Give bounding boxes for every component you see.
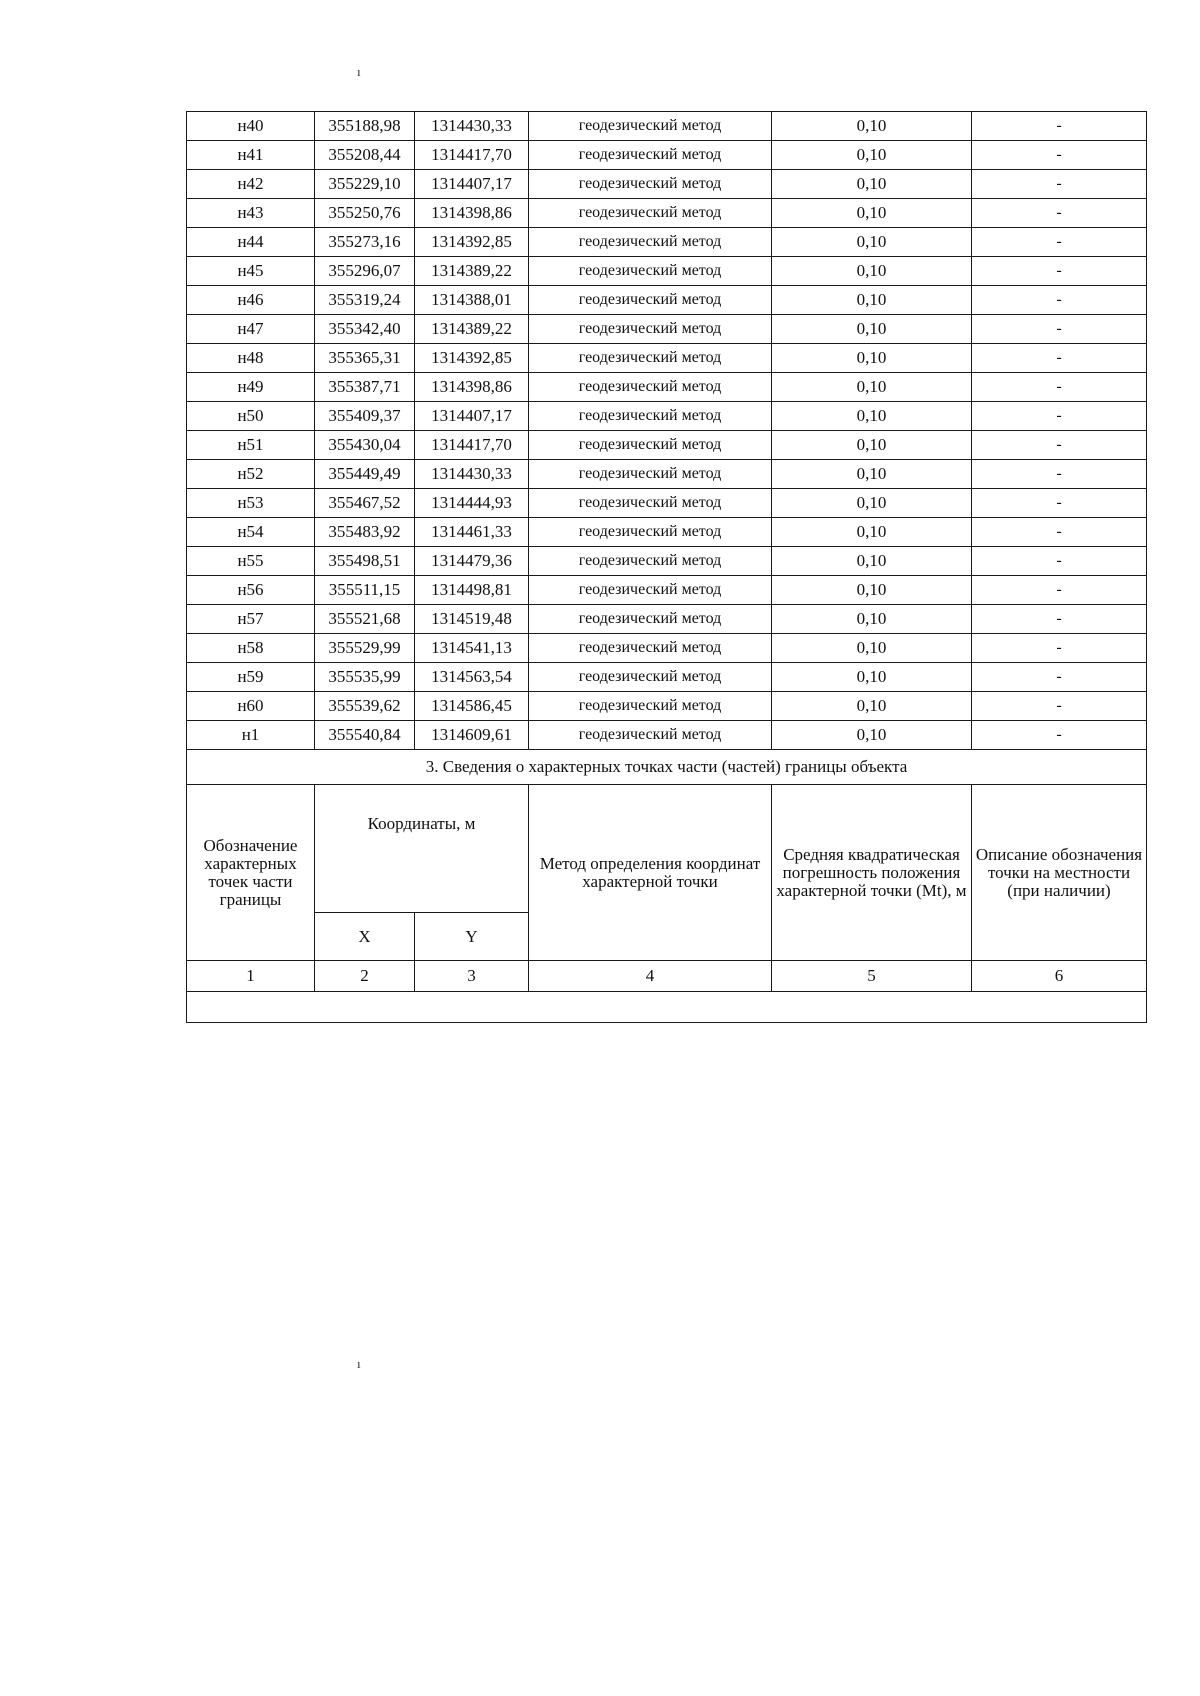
point-cell: н59	[187, 663, 315, 692]
table-row	[187, 257, 1147, 286]
table-row	[187, 112, 1147, 141]
description-cell: -	[972, 315, 1147, 344]
method-cell: геодезический метод	[529, 373, 772, 402]
y-cell: 1314407,17	[415, 402, 529, 431]
point-cell: н60	[187, 692, 315, 721]
point-cell: н1	[187, 721, 315, 750]
y-cell: 1314389,22	[415, 257, 529, 286]
y-cell: 1314388,01	[415, 286, 529, 315]
method-cell: геодезический метод	[529, 402, 772, 431]
point-cell: н48	[187, 344, 315, 373]
y-cell: 1314519,48	[415, 605, 529, 634]
description-cell: -	[972, 199, 1147, 228]
table-row	[187, 721, 1147, 750]
point-cell: н45	[187, 257, 315, 286]
section-3	[187, 750, 1147, 1023]
description-cell: -	[972, 431, 1147, 460]
x-cell: 355250,76	[315, 199, 415, 228]
error-cell: 0,10	[772, 576, 972, 605]
point-cell: н58	[187, 634, 315, 663]
y-cell: 1314392,85	[415, 228, 529, 257]
x-cell: 355188,98	[315, 112, 415, 141]
method-cell: геодезический метод	[529, 344, 772, 373]
description-cell: -	[972, 576, 1147, 605]
description-cell: -	[972, 257, 1147, 286]
x-cell: 355483,92	[315, 518, 415, 547]
x-cell: 355387,71	[315, 373, 415, 402]
point-cell: н57	[187, 605, 315, 634]
description-cell: -	[972, 721, 1147, 750]
section-title: 3. Сведения о характерных точках части (частей) границы объекта	[187, 750, 1147, 785]
point-cell: н44	[187, 228, 315, 257]
table-row	[187, 547, 1147, 576]
method-cell: геодезический метод	[529, 315, 772, 344]
point-cell: н56	[187, 576, 315, 605]
method-cell: геодезический метод	[529, 547, 772, 576]
table-row	[187, 518, 1147, 547]
table-row	[187, 315, 1147, 344]
x-cell: 355365,31	[315, 344, 415, 373]
y-cell: 1314407,17	[415, 170, 529, 199]
column-number: 2	[315, 961, 415, 992]
point-cell: н47	[187, 315, 315, 344]
method-cell: геодезический метод	[529, 141, 772, 170]
header-method: Метод определения координат характерной точки	[529, 785, 772, 961]
description-cell: -	[972, 518, 1147, 547]
x-cell: 355273,16	[315, 228, 415, 257]
method-cell: геодезический метод	[529, 721, 772, 750]
method-cell: геодезический метод	[529, 692, 772, 721]
x-cell: 355521,68	[315, 605, 415, 634]
header-coordinates: Координаты, м	[315, 785, 529, 913]
y-cell: 1314444,93	[415, 489, 529, 518]
column-number: 4	[529, 961, 772, 992]
x-cell: 355498,51	[315, 547, 415, 576]
y-cell: 1314430,33	[415, 112, 529, 141]
error-cell: 0,10	[772, 489, 972, 518]
method-cell: геодезический метод	[529, 257, 772, 286]
error-cell: 0,10	[772, 315, 972, 344]
x-cell: 355529,99	[315, 634, 415, 663]
column-numbers-row	[187, 961, 1147, 992]
table-row	[187, 141, 1147, 170]
error-cell: 0,10	[772, 605, 972, 634]
description-cell: -	[972, 692, 1147, 721]
y-cell: 1314586,45	[415, 692, 529, 721]
error-cell: 0,10	[772, 518, 972, 547]
error-cell: 0,10	[772, 721, 972, 750]
method-cell: геодезический метод	[529, 518, 772, 547]
y-cell: 1314461,33	[415, 518, 529, 547]
column-number: 1	[187, 961, 315, 992]
method-cell: геодезический метод	[529, 605, 772, 634]
x-cell: 355467,52	[315, 489, 415, 518]
y-cell: 1314563,54	[415, 663, 529, 692]
error-cell: 0,10	[772, 112, 972, 141]
description-cell: -	[972, 170, 1147, 199]
method-cell: геодезический метод	[529, 170, 772, 199]
y-cell: 1314389,22	[415, 315, 529, 344]
column-number: 5	[772, 961, 972, 992]
table-row	[187, 228, 1147, 257]
description-cell: -	[972, 460, 1147, 489]
table-row	[187, 605, 1147, 634]
method-cell: геодезический метод	[529, 431, 772, 460]
error-cell: 0,10	[772, 431, 972, 460]
point-cell: н49	[187, 373, 315, 402]
x-cell: 355535,99	[315, 663, 415, 692]
coordinates-table	[186, 111, 1147, 1023]
header-x: X	[315, 913, 415, 961]
x-cell: 355229,10	[315, 170, 415, 199]
point-cell: н43	[187, 199, 315, 228]
table-row	[187, 199, 1147, 228]
error-cell: 0,10	[772, 547, 972, 576]
method-cell: геодезический метод	[529, 576, 772, 605]
point-cell: н41	[187, 141, 315, 170]
point-cell: н50	[187, 402, 315, 431]
description-cell: -	[972, 141, 1147, 170]
y-cell: 1314398,86	[415, 199, 529, 228]
x-cell: 355430,04	[315, 431, 415, 460]
table-row	[187, 576, 1147, 605]
empty-cell	[187, 992, 1147, 1023]
x-cell: 355208,44	[315, 141, 415, 170]
point-cell: н54	[187, 518, 315, 547]
description-cell: -	[972, 286, 1147, 315]
table-row	[187, 489, 1147, 518]
x-cell: 355511,15	[315, 576, 415, 605]
table-row	[187, 692, 1147, 721]
table-row	[187, 402, 1147, 431]
x-cell: 355540,84	[315, 721, 415, 750]
y-cell: 1314392,85	[415, 344, 529, 373]
method-cell: геодезический метод	[529, 112, 772, 141]
point-cell: н40	[187, 112, 315, 141]
error-cell: 0,10	[772, 373, 972, 402]
table-row	[187, 431, 1147, 460]
table-row	[187, 373, 1147, 402]
column-number: 3	[415, 961, 529, 992]
x-cell: 355409,37	[315, 402, 415, 431]
header-designation: Обозначение характерных точек части границы	[187, 785, 315, 961]
method-cell: геодезический метод	[529, 663, 772, 692]
point-cell: н52	[187, 460, 315, 489]
description-cell: -	[972, 402, 1147, 431]
point-cell: н46	[187, 286, 315, 315]
header-description: Описание обозначения точки на местности (при наличии)	[972, 785, 1147, 961]
description-cell: -	[972, 634, 1147, 663]
error-cell: 0,10	[772, 663, 972, 692]
scan-speck: ı	[357, 1356, 361, 1371]
description-cell: -	[972, 489, 1147, 518]
error-cell: 0,10	[772, 141, 972, 170]
error-cell: 0,10	[772, 228, 972, 257]
error-cell: 0,10	[772, 286, 972, 315]
error-cell: 0,10	[772, 199, 972, 228]
header-error: Средняя квадратическая погрешность положения характерной точки (Mt), м	[772, 785, 972, 961]
error-cell: 0,10	[772, 170, 972, 199]
header-y: Y	[415, 913, 529, 961]
error-cell: 0,10	[772, 402, 972, 431]
description-cell: -	[972, 663, 1147, 692]
point-cell: н55	[187, 547, 315, 576]
method-cell: геодезический метод	[529, 228, 772, 257]
y-cell: 1314430,33	[415, 460, 529, 489]
y-cell: 1314498,81	[415, 576, 529, 605]
empty-row	[187, 992, 1147, 1023]
table-row	[187, 170, 1147, 199]
description-cell: -	[972, 344, 1147, 373]
scan-speck: ı	[357, 64, 361, 79]
x-cell: 355539,62	[315, 692, 415, 721]
x-cell: 355319,24	[315, 286, 415, 315]
method-cell: геодезический метод	[529, 199, 772, 228]
x-cell: 355449,49	[315, 460, 415, 489]
description-cell: -	[972, 112, 1147, 141]
data-rows	[187, 112, 1147, 750]
y-cell: 1314417,70	[415, 141, 529, 170]
x-cell: 355296,07	[315, 257, 415, 286]
x-cell: 355342,40	[315, 315, 415, 344]
description-cell: -	[972, 605, 1147, 634]
error-cell: 0,10	[772, 692, 972, 721]
y-cell: 1314609,61	[415, 721, 529, 750]
method-cell: геодезический метод	[529, 489, 772, 518]
description-cell: -	[972, 228, 1147, 257]
description-cell: -	[972, 373, 1147, 402]
table-row	[187, 286, 1147, 315]
method-cell: геодезический метод	[529, 286, 772, 315]
error-cell: 0,10	[772, 634, 972, 663]
column-number: 6	[972, 961, 1147, 992]
point-cell: н53	[187, 489, 315, 518]
description-cell: -	[972, 547, 1147, 576]
error-cell: 0,10	[772, 344, 972, 373]
y-cell: 1314541,13	[415, 634, 529, 663]
y-cell: 1314417,70	[415, 431, 529, 460]
table-row	[187, 344, 1147, 373]
table-row	[187, 634, 1147, 663]
point-cell: н42	[187, 170, 315, 199]
point-cell: н51	[187, 431, 315, 460]
method-cell: геодезический метод	[529, 460, 772, 489]
table-row	[187, 663, 1147, 692]
table-row	[187, 460, 1147, 489]
y-cell: 1314398,86	[415, 373, 529, 402]
y-cell: 1314479,36	[415, 547, 529, 576]
error-cell: 0,10	[772, 257, 972, 286]
error-cell: 0,10	[772, 460, 972, 489]
method-cell: геодезический метод	[529, 634, 772, 663]
